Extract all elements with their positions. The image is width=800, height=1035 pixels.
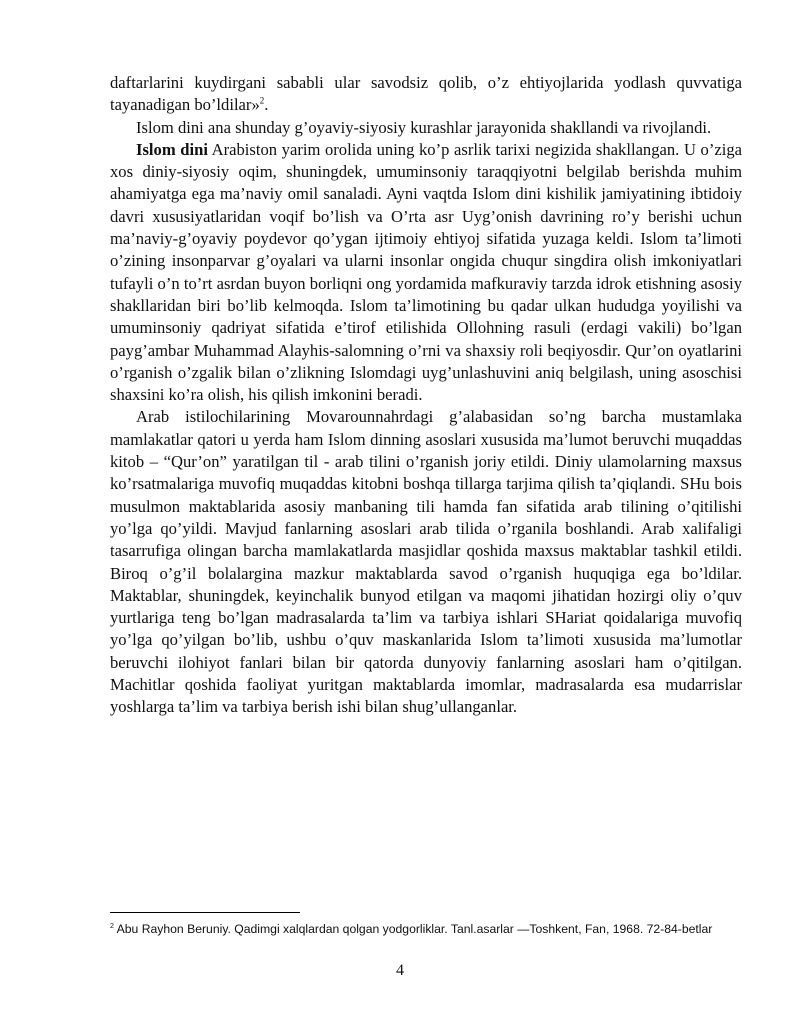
- footnote-reference: 2: [259, 95, 265, 106]
- paragraph-continuation-text: daftarlarini kuydirgani sababli ular savodsiz qolib, o’z ehtiyojlarida yodlash quvvatiga tayanadigan bo’ldilar»: [110, 73, 742, 115]
- paragraph-islom-dini-text: Arabiston yarim orolida uning ko’p asrlik tarixi negizida shakllangan. U o’ziga xos diniy-siyosiy oqim, shuningdek, umuminsoniy taraqqiyotni belgilab berishda muhim ahamiyatga ega ma’naviy omil sanaladi. Ayni vaqtda Islom dini kishilik jamiyatining ibtidoiy davri xususiyatlaridan voqif bo’lish va O’rta asr Uyg’onish davrining ro’y berishi uchun ma’naviy-g’oyaviy poydevor qo’ygan ijtimoiy ehtiyoj sifatida yuzaga keldi. Islom ta’limoti o’zining insonparvar g’oyalari va ularni insonlar ongida chuqur singdira olish imkoniyatlari tufayli o’n to’rt asrdan buyon borliqni ong yordamida mafkuraviy tarzda idrok etishning asosiy shakllaridan biri bo’lib kelmoqda. Islom ta’limotining bu qadar ulkan hududga yoyilishi va umuminsoniy qadriyat sifatida e’tirof etilishida Ollohning rasuli (erdagi vakili) bo’lgan payg’ambar Muhammad Alayhis-salomning o’rni va shaxsiy roli beqiyosdir. Qur’on oyatlarini o’rganish o’zgalik bilan o’zlikning Islomdagi uyg’unlashuvini aniq belgilash, uning asoschisi shaxsini ko’ra olish, his qilish imkonini beradi.: [110, 139, 742, 405]
- paragraph-bold-lead: Islom dini: [136, 139, 208, 159]
- paragraph-continuation: [110, 72, 742, 117]
- footnote-number: 2: [110, 922, 114, 930]
- paragraph-islom-dini: [110, 139, 742, 407]
- paragraph-continuation-end: .: [264, 95, 269, 115]
- page-number: 4: [396, 962, 404, 979]
- footnote-text: Abu Rayhon Beruniy. Qadimgi xalqlardan qolgan yodgorliklar. Tanl.asarlar —Toshkent, Fan, 1968. 72-84-betlar: [113, 922, 713, 936]
- paragraph-arab-istilochilari: Arab istilochilarining Movarounnahrdagi g’alabasidan so’ng barcha mustamlaka mamlakatlar qatori u yerda ham Islom dinning asoslari xususida ma’lumot beruvchi muqaddas kitob – “Qur’on” yaratilgan til - arab tilini o’rganish joriy etildi. Diniy ulamolarning maxsus ko’rsatmalariga muvofiq muqaddas kitobni boshqa tillarga tarjima qilish ta’qiqlandi. SHu bois musulmon maktablarida asosiy manbaning tili hamda fan sifatida arab tilining o’qitilishi yo’lga qo’yildi. Mavjud fanlarning asoslari arab tilida o’rganila boshlandi. Arab xalifaligi tasarrufiga olingan barcha mamlakatlarda masjidlar qoshida maxsus maktablar tashkil etildi. Biroq o’g’il bolalargina mazkur maktablarda savod o’rganish huquqiga ega bo’ldilar. Maktablar, shuningdek, keyinchalik bunyod etilgan va maqomi jihatidan hozirgi oliy o’quv yurtlariga teng bo’lgan madrasalarda ta’lim va tarbiya ishlari SHariat qoidalariga muvofiq yo’lga qo’yilgan bo’lib, ushbu o’quv maskanlarida Islom ta’limoti xususida ma’lumotlar beruvchi ilohiyot fanlari bilan bir qatorda dunyoviy fanlarning asoslari ham o’qitilgan. Machitlar qoshida faoliyat yuritgan maktablarda imomlar, madrasalarda esa mudarrislar yoshlarga ta’lim va tarbiya berish ishi bilan shug’ullanganlar.: [110, 407, 742, 717]
- paragraph-islom-shakllanishi: Islom dini ana shunday g’oyaviy-siyosiy kurashlar jarayonida shakllandi va rivojlandi.: [136, 117, 712, 137]
- footnote: [110, 920, 740, 938]
- body-text: [110, 72, 742, 719]
- footnote-separator: [110, 912, 300, 913]
